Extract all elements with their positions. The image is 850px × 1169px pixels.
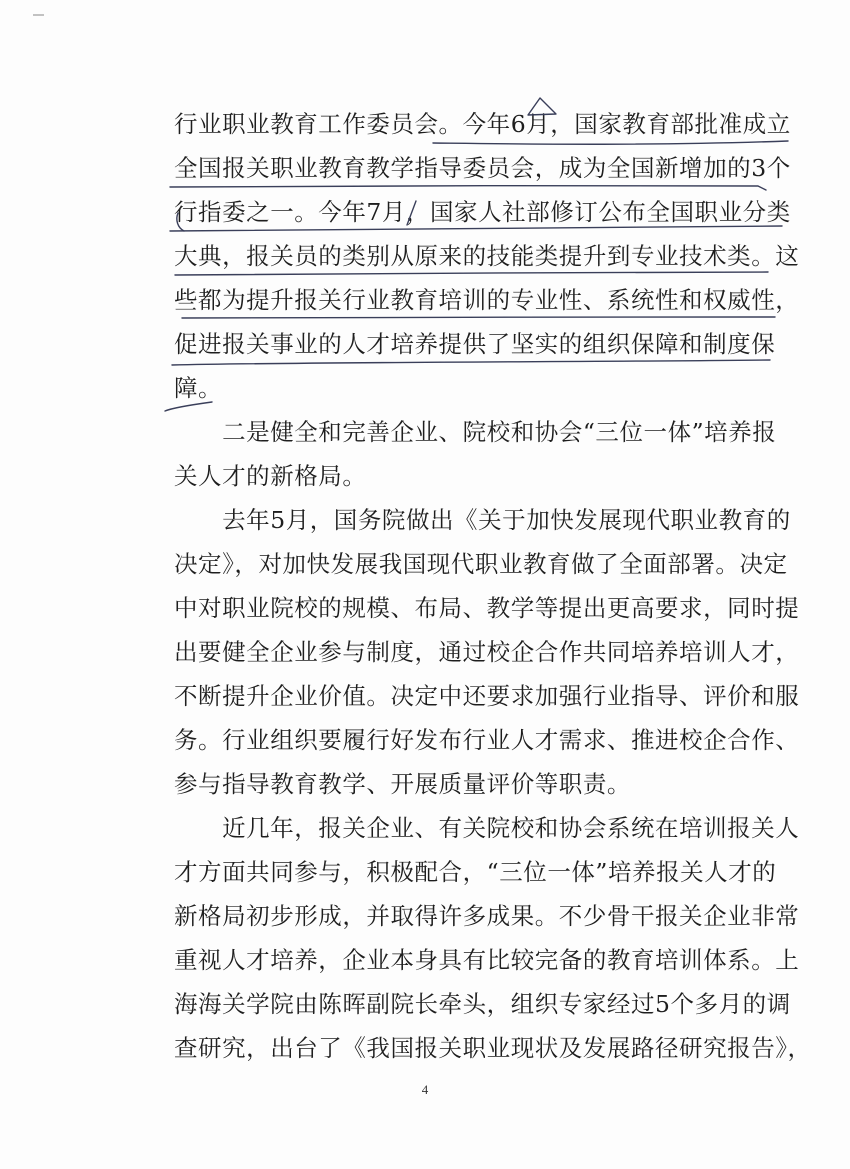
text-line: 大典，报关员的类别从原来的技能类提升到专业技术类。这 bbox=[174, 242, 800, 270]
text-line: 决定》，对加快发展我国现代职业教育做了全面部署。决定 bbox=[174, 550, 788, 578]
text-line: 出要健全企业参与制度，通过校企合作共同培养培训人才， bbox=[174, 638, 800, 666]
text-line: 去年5月，国务院做出《关于加快发展现代职业教育的 bbox=[174, 506, 791, 534]
text-line: 障。 bbox=[174, 374, 223, 402]
text-line: 二是健全和完善企业、院校和协会“三位一体”培养报 bbox=[174, 418, 777, 446]
text-line: 重视人才培养，企业本身具有比较完备的教育培训体系。上 bbox=[174, 946, 800, 974]
text-line: 海海关学院由陈晖副院长牵头，组织专家经过5个多月的调 bbox=[174, 990, 791, 1018]
text-line: 行指委之一。今年7月，国家人社部修订公布全国职业分类 bbox=[174, 198, 791, 226]
text-line: 查研究，出台了《我国报关职业现状及发展路径研究报告》， bbox=[174, 1034, 812, 1062]
text-line: 些都为提升报关行业教育培训的专业性、系统性和权威性， bbox=[174, 286, 800, 314]
text-line: 中对职业院校的规模、布局、教学等提出更高要求，同时提 bbox=[174, 594, 800, 622]
text-line: 务。行业组织要履行好发布行业人才需求、推进校企合作、 bbox=[174, 726, 800, 754]
text-line: 关人才的新格局。 bbox=[174, 462, 367, 490]
text-line: 行业职业教育工作委员会。今年6月，国家教育部批准成立 bbox=[174, 110, 791, 138]
page-number: 4 bbox=[421, 1082, 429, 1097]
text-line: 参与指导教育教学、开展质量评价等职责。 bbox=[174, 770, 631, 798]
text-line: 近几年，报关企业、有关院校和协会系统在培训报关人 bbox=[174, 814, 800, 842]
text-line: 才方面共同参与，积极配合，“三位一体”培养报关人才的 bbox=[174, 858, 777, 886]
text-line: 全国报关职业教育教学指导委员会，成为全国新增加的3个 bbox=[174, 154, 791, 182]
text-line: 新格局初步形成，并取得许多成果。不少骨干报关企业非常 bbox=[174, 902, 800, 930]
text-line: 促进报关事业的人才培养提供了坚实的组织保障和制度保 bbox=[174, 330, 776, 358]
text-line: 不断提升企业价值。决定中还要求加强行业指导、评价和服 bbox=[174, 682, 800, 710]
